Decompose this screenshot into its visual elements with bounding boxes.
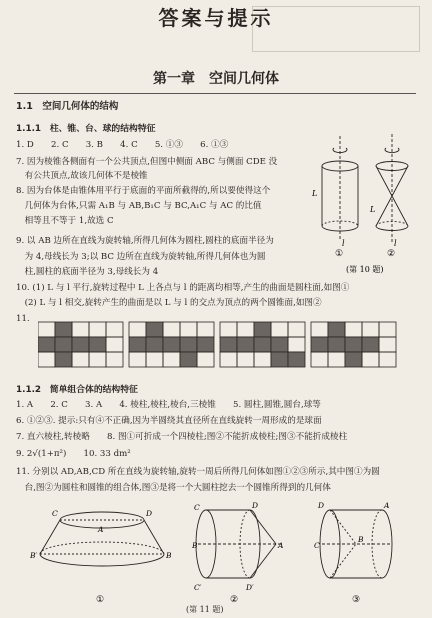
net-cell (89, 352, 106, 367)
net-cell (106, 352, 123, 367)
figure-11-nets (38, 318, 408, 370)
net-cell (38, 352, 55, 367)
net-cell (254, 322, 271, 337)
answer-line: 1. D 2. C 3. B 4. C 5. ①③ 6. ①③ (16, 140, 229, 150)
fig10-l-right: l (394, 239, 397, 248)
answer-line: 11. 分别以 AD,AB,CD 所在直线为旋转轴,旋转一周后所得几何体如图①②③所示,其中图①为圆 (16, 467, 380, 477)
net-cell (197, 352, 214, 367)
fig11-point-A-3: A (384, 501, 390, 510)
answer-line: 台,图②为圆柱和圆锥的组合体,图③是将一个大圆柱挖去一个圆锥所得到的几何体 (16, 483, 331, 493)
fig11-point-C-2: C (194, 503, 200, 512)
net-cell (362, 337, 379, 352)
net-cell (197, 322, 214, 337)
fig11-point-D2: D′ (246, 583, 254, 592)
net-cell (89, 322, 106, 337)
fig11-point-A: A (98, 525, 104, 534)
net-cell (180, 322, 197, 337)
net-cell (271, 337, 288, 352)
net-cell (362, 322, 379, 337)
net-cell (72, 352, 89, 367)
fig11-point-C-3: C (314, 541, 320, 550)
section-heading: 1.1 空间几何体的结构 (16, 101, 119, 112)
net-cell (163, 352, 180, 367)
answer-line: 有公共顶点,故该几何体不是棱锥 (16, 171, 148, 181)
net-cell (72, 322, 89, 337)
fig10-label-2: ② (387, 249, 396, 259)
answer-line: 为 4,母线长为 3;以 BC 边所在直线为旋转轴,所得几何体也为圆 (16, 252, 266, 262)
net-cell (180, 337, 197, 352)
fig10-L-right: L (370, 205, 376, 214)
net-cell (379, 322, 396, 337)
fig11-point-B2: B′ (30, 551, 38, 560)
net-cell (55, 352, 72, 367)
answer-line: 1. A 2. C 3. A 4. 棱柱,棱柱,棱台,三棱锥 5. 圆柱,圆锥,圆台,球等 (16, 400, 321, 410)
figure-11-solids (30, 498, 410, 614)
net-cell (220, 352, 237, 367)
net-cell (345, 337, 362, 352)
fig11-caption: (第 11 题) (186, 605, 224, 614)
net-cell (237, 337, 254, 352)
net-cell (328, 337, 345, 352)
page-title: 答案与提示 (158, 6, 274, 30)
net-cell (379, 337, 396, 352)
net-cell (237, 352, 254, 367)
net-cell (271, 322, 288, 337)
fig11-point-D-2: D (252, 501, 259, 510)
answer-line: 10. (1) L 与 l 平行,旋转过程中 L 上各点与 l 的距离均相等,产生的曲面是圆柱面,如图① (16, 283, 350, 293)
fig11-label-3: ③ (352, 595, 361, 605)
net-cell (362, 352, 379, 367)
net-cell (129, 337, 146, 352)
answer-line: 8. 因为台体是由锥体用平行于底面的平面所截得的,所以要使得这个 (16, 186, 271, 196)
fig11-label-2: ② (230, 595, 239, 605)
net-cell (254, 337, 271, 352)
fig10-label-1: ① (335, 249, 344, 259)
net-cell (288, 322, 305, 337)
net-cell (197, 337, 214, 352)
net-cell (55, 322, 72, 337)
fig11-point-B-2: B (192, 541, 198, 550)
fig11-point-B: B (166, 551, 172, 560)
net-cell (163, 322, 180, 337)
fig11-point-C2: C′ (194, 583, 202, 592)
net-cell (288, 352, 305, 367)
fig11-point-C: C (52, 509, 58, 518)
answer-line: 柱,圆柱的底面半径为 3,母线长为 4 (16, 267, 159, 277)
net-cell (129, 322, 146, 337)
answer-line: 9. 2√(1+π²) 10. 33 dm² (16, 449, 131, 459)
answer-line: 几何体为台体,只需 A₁B 与 AB,B₁C 与 BC,A₁C 与 AC 的比值 (16, 201, 262, 211)
fig11-point-D: D (146, 509, 153, 518)
net-cell (72, 337, 89, 352)
answer-line: 9. 以 AB 边所在直线为旋转轴,所得几何体为圆柱,圆柱的底面半径为 (16, 236, 274, 246)
net-cell (220, 322, 237, 337)
fig11-point-B-3: B (358, 535, 364, 544)
answer-line: 6. ①②③. 提示:只有④不正确,因为半圆绕其直径所在直线旋转一周形成的是球面 (16, 416, 322, 426)
net-cell (328, 322, 345, 337)
divider (14, 93, 416, 94)
net-cell (271, 352, 288, 367)
chapter-title: 第一章 空间几何体 (153, 71, 279, 87)
fig11-label-1: ① (96, 595, 105, 605)
fig11-point-A-2: A (278, 541, 284, 550)
net-cell (38, 322, 55, 337)
net-cell (106, 337, 123, 352)
net-cell (146, 322, 163, 337)
net-cell (311, 322, 328, 337)
net-cell (146, 352, 163, 367)
net-cell (146, 337, 163, 352)
net-cell (106, 322, 123, 337)
net-cell (237, 322, 254, 337)
net-cell (129, 352, 146, 367)
subsection-heading: 1.1.1 柱、锥、台、球的结构特征 (16, 124, 156, 134)
net-cell (163, 337, 180, 352)
net-cell (180, 352, 197, 367)
answer-line: 7. 直六棱柱,转棱略 8. 图①可折成一个四棱柱;图②不能折成棱柱;图③不能折成棱柱 (16, 432, 348, 442)
net-cell (311, 337, 328, 352)
net-cell (328, 352, 345, 367)
net-cell (38, 337, 55, 352)
fig10-l-left: l (342, 239, 345, 248)
fig11-point-D-3: D (318, 501, 325, 510)
net-cell (345, 352, 362, 367)
answer-line: 相等且不等于 1,故选 C (16, 216, 114, 226)
subsection-heading: 1.1.2 简单组合体的结构特征 (16, 385, 138, 395)
net-cell (311, 352, 328, 367)
answer-line: (2) L 与 l 相交,旋转产生的曲面是以 L 与 l 的交点为顶点的两个圆锥面,如图② (16, 298, 322, 308)
net-cell (89, 337, 106, 352)
net-cell (220, 337, 237, 352)
net-cell (288, 337, 305, 352)
net-cell (345, 322, 362, 337)
figure-10 (310, 128, 420, 278)
answer-line: 7. 因为棱锥各侧面有一个公共顶点,但图中侧面 ABC 与侧面 CDE 没 (16, 157, 278, 167)
fig10-caption: (第 10 题) (346, 265, 384, 274)
fig10-L: L (312, 189, 318, 198)
net-cell (379, 352, 396, 367)
answer-line: 11. (16, 314, 30, 324)
net-cell (254, 352, 271, 367)
net-cell (55, 337, 72, 352)
